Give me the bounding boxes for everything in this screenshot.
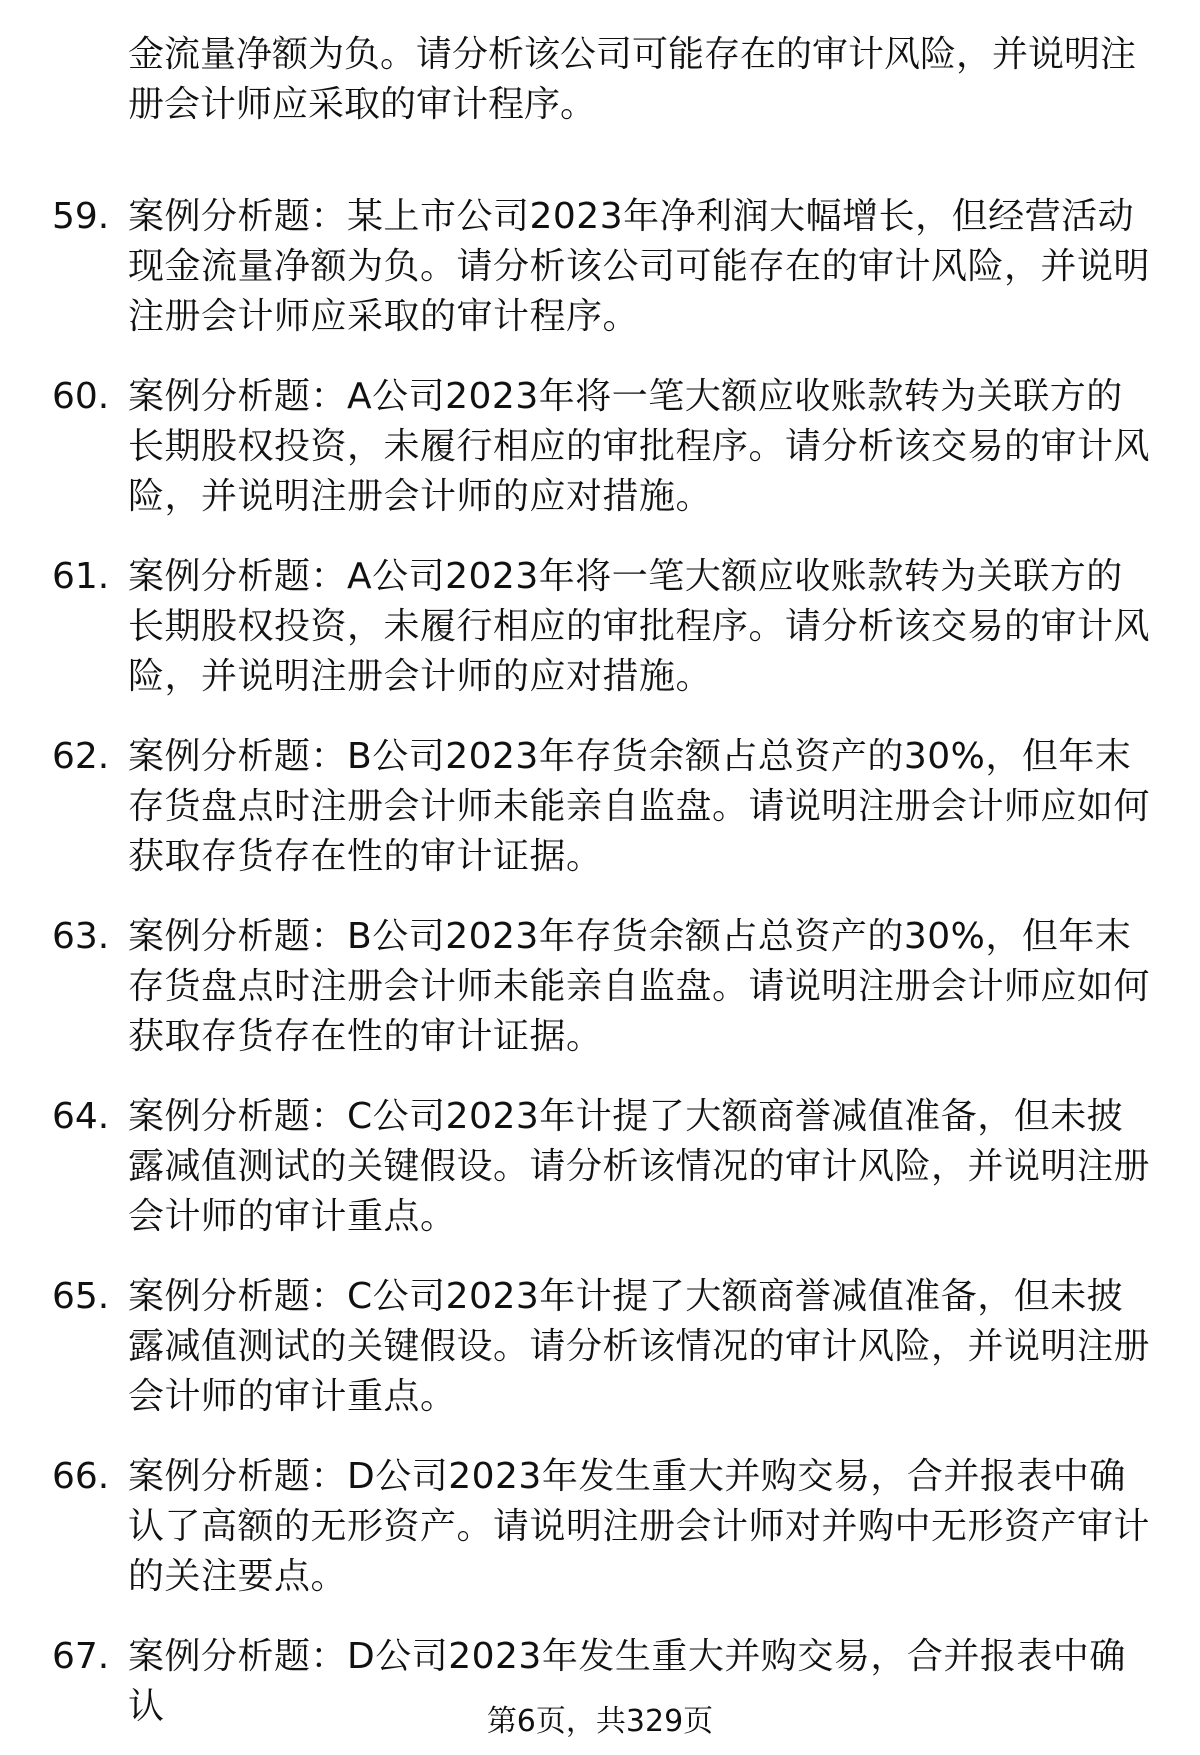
question-item [0,1452,1158,1602]
question-item [0,732,1158,882]
question-text: 案例分析题：B公司2023年存货余额占总资产的30%，但年末存货盘点时注册会计师未能亲自监盘。请说明注册会计师应如何获取存货存在性的审计证据。 [128,736,1151,877]
continuation-text: 金流量净额为负。请分析该公司可能存在的审计风险，并说明注册会计师应采取的审计程序。 [128,34,1137,125]
question-text: 案例分析题：A公司2023年将一笔大额应收账款转为关联方的长期股权投资，未履行相应的审批程序。请分析该交易的审计风险，并说明注册会计师的应对措施。 [128,376,1151,517]
question-text: 案例分析题：C公司2023年计提了大额商誉减值准备，但未披露减值测试的关键假设。请分析该情况的审计风险，并说明注册会计师的审计重点。 [128,1276,1151,1417]
question-item [0,1092,1158,1242]
question-item [0,372,1158,522]
question-item [0,1272,1158,1422]
question-item [0,912,1158,1062]
question-text: 案例分析题：B公司2023年存货余额占总资产的30%，但年末存货盘点时注册会计师未能亲自监盘。请说明注册会计师应如何获取存货存在性的审计证据。 [128,916,1151,1057]
question-item [0,192,1158,342]
page-number: 第6页，共329页 [486,1704,714,1739]
question-text: 案例分析题：某上市公司2023年净利润大幅增长，但经营活动现金流量净额为负。请分析该公司可能存在的审计风险，并说明注册会计师应采取的审计程序。 [128,196,1151,337]
question-text: 案例分析题：D公司2023年发生重大并购交易，合并报表中确认 [128,1636,1126,1727]
question-item [0,552,1158,702]
question-number: 62. [52,736,110,777]
question-number: 65. [52,1276,110,1317]
question-number: 66. [52,1456,110,1497]
question-number: 63. [52,916,110,957]
question-text: 案例分析题：D公司2023年发生重大并购交易，合并报表中确认了高额的无形资产。请说明注册会计师对并购中无形资产审计的关注要点。 [128,1456,1151,1597]
question-text: 案例分析题：C公司2023年计提了大额商誉减值准备，但未披露减值测试的关键假设。请分析该情况的审计风险，并说明注册会计师的审计重点。 [128,1096,1151,1237]
question-text: 案例分析题：A公司2023年将一笔大额应收账款转为关联方的长期股权投资，未履行相应的审批程序。请分析该交易的审计风险，并说明注册会计师的应对措施。 [128,556,1151,697]
question-number: 61. [52,556,110,597]
question-number: 60. [52,376,110,417]
question-number: 67. [52,1636,110,1677]
question-number: 64. [52,1096,110,1137]
question-number: 59. [52,196,110,237]
